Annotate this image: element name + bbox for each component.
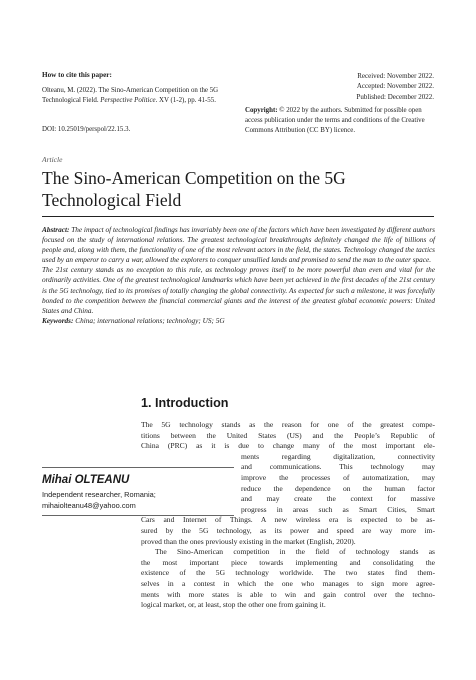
abstract-text-1: The impact of technological findings has invariably been one of the factors which have been investigated by different authors focused on the study of international relations. The greatest technological breakthroughs definitely changed the life of billions of people and, along with them, the functionality of one of the most relevant actors in the field, the states. Technology changed the tactics used by an emperor to carry a war, allowed the explorers to conquer unsullied lands and promised to send the man to the outer space.: [42, 226, 435, 265]
body-line: selves in a contest in which the one who manages to sign more agree-: [141, 578, 435, 588]
article-type-label: Article: [42, 155, 63, 164]
body-line: proved than the ones previously existing in the market (English, 2020).: [141, 536, 356, 546]
abstract-label: Abstract:: [42, 226, 70, 234]
body-line: The 5G technology stands as the reason for one of the greatest compe-: [141, 420, 435, 429]
body-line: and communications. This technology may: [241, 462, 435, 472]
body-line: Cars and Internet of Things. A new wireless era is expected to be as-: [141, 515, 435, 525]
citation-tail: . XV (1-2), pp. 41-55.: [155, 97, 216, 105]
body-line: titions between the United States (US) and the People’s Republic of: [141, 430, 435, 440]
abstract-paragraph-2: The 21st century stands as no exception to this rule, as technology proves itself to be more powerful than even and vital for the ordinarily activities. One of the greatest technological landmarks which have been yet achieved in the first decades of the 21st century is the 5G technology, tied to its promises of totally changing the global connectivity. As expected for such a milestone, it was forcefully bonded to the competition between the financial commercial giants and the interest of the greatest global economic powers: United States and China.: [42, 266, 435, 315]
copyright-text: © 2022 by the authors. Submitted for possible open access publication under the terms and conditions of the Creative Commons Attribution (CC BY) licence.: [245, 107, 425, 135]
body-line: and may create the context for massive: [241, 494, 435, 504]
paragraph-1: [141, 420, 435, 547]
author-box-top-rule: [42, 467, 234, 468]
body-line: logical market, or, at least, stop the other one from gaining it.: [141, 600, 326, 610]
published-date: Published: December 2022.: [356, 92, 434, 101]
abstract-paragraph-1: [42, 225, 435, 265]
publication-dates: [234, 71, 434, 102]
cite-heading: How to cite this paper:: [42, 71, 112, 79]
author-name: Mihai OLTEANU: [42, 474, 130, 486]
keywords-text: China; international relations; technology; US; 5G: [73, 316, 225, 325]
citation-text: [42, 86, 237, 106]
citation-journal: Perspective Politice: [100, 97, 156, 105]
body-line: reduce the dependence on the human factor: [241, 483, 435, 493]
paper-title: The Sino-American Competition on the 5G Technological Field: [42, 168, 346, 210]
abstract: [42, 225, 435, 326]
copyright-label: Copyright:: [245, 107, 278, 114]
keywords-label: Keywords:: [42, 316, 74, 325]
body-line: existence of the 5G technology worldwide. The two states find them-: [141, 568, 435, 578]
accepted-date: Accepted: November 2022.: [356, 82, 434, 91]
body-line: progress in areas such as Smart Cities, Smart: [241, 504, 435, 514]
keywords: [42, 316, 435, 326]
section-heading: 1. Introduction: [141, 396, 229, 410]
title-divider: [42, 216, 434, 217]
body-line: China (PRC) as it is due to change many of the most important ele-: [141, 441, 435, 451]
author-details: [42, 490, 156, 511]
author-affiliation: Independent researcher, Romania;: [42, 490, 156, 499]
body-line: ments regarding digitalization, connectivity: [241, 451, 435, 461]
received-date: Received: November 2022.: [357, 72, 434, 80]
body-line: the most important piece towards implementing and consolidating the: [141, 557, 435, 567]
author-box-bottom-rule: [42, 515, 234, 516]
author-email[interactable]: mihaiolteanu48@yahoo.com: [42, 500, 136, 510]
body-line: ments with more states is able to win and gain control over the techno-: [141, 589, 435, 599]
citation-plain: Olteanu, M. (2022). The Sino-American Competition on the 5G Technological Field.: [42, 87, 219, 105]
copyright-notice: [245, 106, 440, 137]
doi[interactable]: DOI: 10.25019/perspol/22.15.3.: [42, 126, 131, 133]
paragraph-2: [141, 547, 435, 611]
body-line: improve the processes of automatization, may: [241, 472, 435, 482]
body-line: sured by the 5G technology, as its power and speed are way more im-: [141, 525, 435, 535]
body-line: The Sino-American competition in the field of technology stands as: [155, 547, 435, 557]
